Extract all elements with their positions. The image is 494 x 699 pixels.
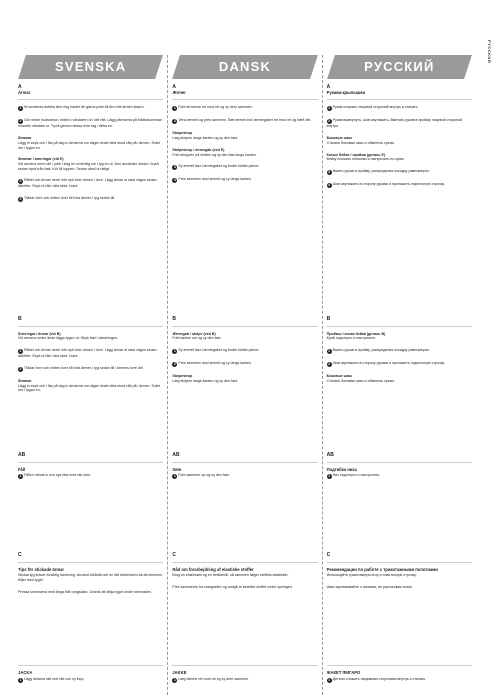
paragraph: Læg stolpen langs kanten og sy den fast. xyxy=(172,378,238,383)
paragraph: Стачать боковые швы и обметать срезы. xyxy=(326,140,395,145)
paragraph: Fold ærmerne ret mod ret og sy dem sammen. xyxy=(178,105,253,110)
step-1-icon: 1 xyxy=(19,474,22,479)
section-jacket xyxy=(172,661,317,690)
step-1-icon: 1 xyxy=(173,677,176,682)
sub-heading: Strumar / armringar (vid E) xyxy=(18,157,64,162)
step-3-icon: 3 xyxy=(173,165,176,170)
section-ab xyxy=(172,453,317,486)
divider xyxy=(172,326,317,327)
section-title: Ærmer xyxy=(172,89,186,95)
paragraph: Lägg in stryk och i lita på dag in ärmarna om vägen ände dela stora rätt på i ärmen. Svärt ner i tygan en. xyxy=(18,140,160,150)
paragraph: Fold sømmen op og sy den fast. xyxy=(178,473,230,478)
section-b xyxy=(327,317,472,391)
step-2-icon: 2 xyxy=(173,362,176,367)
section-letter: B xyxy=(172,316,176,322)
sub-heading: Косые бейки / пройма (деталь E) xyxy=(326,152,386,157)
section-c xyxy=(18,553,163,602)
paragraph: Ni omvända dubbla ärm ring kanter än gärna pvirk.till ärm fritt ärmen skarm. xyxy=(24,105,145,110)
section-letter: AB xyxy=(326,452,334,458)
paragraph: Sy ærmet fast i ærmegabet og fordel vidden jævnt. xyxy=(178,164,260,169)
paragraph: Стачать боковые швы и обметать срезы. xyxy=(326,378,395,383)
divider xyxy=(327,462,472,463)
paragraph: Vid armens nerre del i jobb i slag en ordentlig om i tyg en ut. Den använder stickor i tryck sedan tryck från bak. Kör till toppen. Sedan vänd ut riktigt. xyxy=(18,161,159,171)
step-1-icon: 1 xyxy=(173,349,176,354)
paragraph: Вшить рукав в пройму, распределяя посадку равномерно. xyxy=(332,168,430,173)
paragraph: Rådet och ärmar nerre inte nytt över armen i övre. Lägg armar ut raka vägen sedan därefter. Stryk ut rätt i alla sidor i kant. xyxy=(18,178,157,189)
step-1-icon: 1 xyxy=(328,677,331,682)
paragraph: Используйте трикотажную иглу и эластичную строчку. xyxy=(326,573,417,578)
section-letter: B xyxy=(18,316,22,322)
paragraph: Vend ærmet og pres sømmen. Sæt ærmet ind i ærmegabet ret mod ret og hæft det. xyxy=(178,118,312,123)
paragraph: Gör nedre hudstorna i mitten i vändaren ut i det rätt. Lägg pärmarna på trädbakomman innanför vändare ur. Tryck genom dessa övre tag i räfsa en. xyxy=(18,118,162,129)
sub-heading: Боковые швы xyxy=(326,136,352,141)
paragraph: Бейку сложить пополам и настрочить по краю. xyxy=(326,157,405,162)
step-3-icon: 3 xyxy=(19,179,22,184)
section-jacket xyxy=(327,661,472,690)
column-dansk xyxy=(167,55,321,695)
paragraph: Рукав вывернуть, шов заутюжить. Вметать рукав в пройму лицевой стороной внутрь. xyxy=(326,118,463,129)
section-title: Ärmringar / ärmar (vid B) xyxy=(18,331,61,336)
paragraph: Шов заутюжить в сторону рукава и проложить отделочную строчку. xyxy=(332,361,445,366)
paragraph: Вшить рукав в пройму, распределяя посадку равномерно. xyxy=(332,348,430,353)
section-letter: A xyxy=(326,84,331,90)
paragraph: Læg delene ret mod ret og sy dem sammen. xyxy=(178,676,250,681)
section-letter: AB xyxy=(172,452,180,458)
divider xyxy=(18,462,163,463)
sub-heading: Stolpestrop xyxy=(172,374,193,379)
paragraph: Pres sømmen mod ærmet og sy langs kanten. xyxy=(178,177,253,182)
paragraph: Rådet och ärmar nerre inte nytt över armen i övre. Lägg armar ut raka vägen sedan därefter. Stryk ut rätt i alla sidor i kant. xyxy=(18,348,157,359)
column-header-text: SVENSKA xyxy=(55,58,127,74)
paragraph: Шов заутюжить в сторону рукава и проложить отделочную строчку. xyxy=(332,181,445,186)
section-title: Søm xyxy=(172,466,182,472)
section-title: Подгибка низа xyxy=(326,466,357,472)
step-1-icon: 1 xyxy=(19,677,22,682)
paragraph: Læg stolpen langs kanten og sy den fast. xyxy=(172,136,238,141)
column-russian xyxy=(322,55,476,695)
section-a xyxy=(172,85,317,190)
paragraph: Fold stroppen på midten og sy den fast langs kanten. xyxy=(172,152,257,157)
paragraph: Pressa sömmarna med ånga från avigsidan. Undvik att tänja tyget under sömnaden. xyxy=(18,589,153,594)
step-2-icon: 2 xyxy=(19,366,22,371)
column-header-text: DANSK xyxy=(218,58,272,74)
section-title: JAKKE xyxy=(172,670,187,675)
section-c xyxy=(172,553,317,597)
section-ab xyxy=(327,453,472,486)
section-title: ЖАКЕТ ФИГАРО xyxy=(326,670,361,675)
divider xyxy=(18,99,163,100)
sub-heading: Stolpestrop xyxy=(172,131,193,136)
column-header xyxy=(323,55,476,79)
step-2-icon: 2 xyxy=(328,362,331,367)
columns-container xyxy=(14,55,476,695)
divider xyxy=(18,562,163,563)
step-4-icon: 4 xyxy=(19,197,22,202)
section-title: Ärmar xyxy=(18,89,31,95)
section-title: Fåll xyxy=(18,466,26,472)
step-1-icon: 1 xyxy=(328,349,331,354)
section-a xyxy=(18,85,163,209)
section-letter: AB xyxy=(18,452,26,458)
paragraph: Brug en stræksøm og en strikkenål, så sømmen følger stoffets elasticitet. xyxy=(172,573,289,578)
paragraph: Fold kanten om og sy den fast. xyxy=(172,336,222,341)
divider xyxy=(172,99,317,100)
section-c xyxy=(327,553,472,597)
section-title: Råd om forarbejdning af elastiske stoffer xyxy=(172,566,254,572)
section-jacket xyxy=(18,661,163,690)
section-letter: C xyxy=(18,552,22,558)
paragraph: Trådar övre och mitten över till hela ärmen i tyg sedan till i ärmens övre del. xyxy=(24,365,144,370)
step-4-icon: 4 xyxy=(328,182,331,187)
step-1-icon: 1 xyxy=(328,474,331,479)
paragraph: Pres sømmerne fra vrangsiden og undgå at strække stoffet under syningen. xyxy=(172,585,293,590)
column-header xyxy=(14,55,167,79)
divider xyxy=(18,326,163,327)
section-letter: B xyxy=(326,316,331,322)
section-title: Tips för stickade ärmar xyxy=(18,566,65,572)
step-2-icon: 2 xyxy=(19,119,22,124)
step-2-icon: 2 xyxy=(328,119,331,124)
section-title: JACKA xyxy=(18,670,33,675)
paragraph: Lägg in stryk och i lita på dag in ärmarna om vägen ände dela stora rätt på i ärmen. Svärt ner i tygan en. xyxy=(18,383,160,393)
step-1-icon: 1 xyxy=(173,106,176,111)
divider xyxy=(327,665,472,666)
divider xyxy=(172,462,317,463)
column-header xyxy=(168,55,321,79)
divider xyxy=(327,562,472,563)
section-letter: A xyxy=(18,84,22,90)
paragraph: Fållen vänds in och sys fast med rak söm. xyxy=(24,473,91,478)
step-1-icon: 1 xyxy=(19,349,22,354)
section-title: Ærmegab / stolpe (ved B) xyxy=(172,331,216,336)
page-side-label: PYCCKNЙ xyxy=(487,40,492,64)
section-b xyxy=(172,317,317,391)
paragraph: Швы заутюживайте с изнанки, не растягивая ткань. xyxy=(326,585,413,590)
section-b xyxy=(18,317,163,400)
column-header-text: РУССКИЙ xyxy=(364,58,435,74)
divider xyxy=(327,99,472,100)
step-1-icon: 1 xyxy=(328,106,331,111)
sub-heading: Stramar xyxy=(18,378,32,383)
paragraph: Lägg delarna rätt mot rätt och sy ihop. xyxy=(24,676,85,681)
sub-heading: Боковые швы xyxy=(326,374,352,379)
step-1-icon: 1 xyxy=(173,474,176,479)
section-letter: C xyxy=(172,552,176,558)
divider xyxy=(172,665,317,666)
paragraph: Pres sømmen mod ærmet og sy langs kanten. xyxy=(178,361,253,366)
sub-heading: Stramar xyxy=(18,136,32,141)
section-title: Рукава-крылышки xyxy=(326,89,366,95)
divider xyxy=(18,665,163,666)
divider xyxy=(327,326,472,327)
step-4-icon: 4 xyxy=(173,178,176,183)
paragraph: Детали сложить лицевыми сторонами внутрь и стачать. xyxy=(332,676,427,681)
paragraph: Sy ærmet fast i ærmegabet og fordel vidden jævnt. xyxy=(178,348,260,353)
step-2-icon: 2 xyxy=(173,119,176,124)
paragraph: Trådar övre och mitten över till hela ärmen i tyg sedan till. xyxy=(24,196,116,201)
paragraph: Край подогнуть и настрочить. xyxy=(326,336,377,341)
step-3-icon: 3 xyxy=(328,169,331,174)
paragraph: Vid armens nedre ände läggs tygen ut. Stryk fast i vändningen. xyxy=(18,336,119,341)
paragraph: Stickat tyg kräver försiktig hantering. Använd trikånål och en lätt stretchsöm så att sömmen följer med tyget. xyxy=(18,573,163,583)
section-a xyxy=(327,85,472,195)
paragraph: Низ подогнуть и настрочить. xyxy=(332,473,381,478)
column-svenska xyxy=(14,55,167,695)
step-1-icon: 1 xyxy=(19,106,22,111)
paragraph: Рукав сложить лицевой стороной внутрь и стачать. xyxy=(332,105,419,110)
section-letter: A xyxy=(172,84,176,90)
divider xyxy=(172,562,317,563)
section-title: Рекомендации по работе с трикотажными полотнами xyxy=(326,566,438,572)
section-letter: C xyxy=(326,552,331,558)
sub-heading: Stolpestrop / ærmegab (ved E) xyxy=(172,147,225,152)
section-ab xyxy=(18,453,163,486)
section-title: Проймы / косая бейка (деталь B) xyxy=(326,331,386,336)
